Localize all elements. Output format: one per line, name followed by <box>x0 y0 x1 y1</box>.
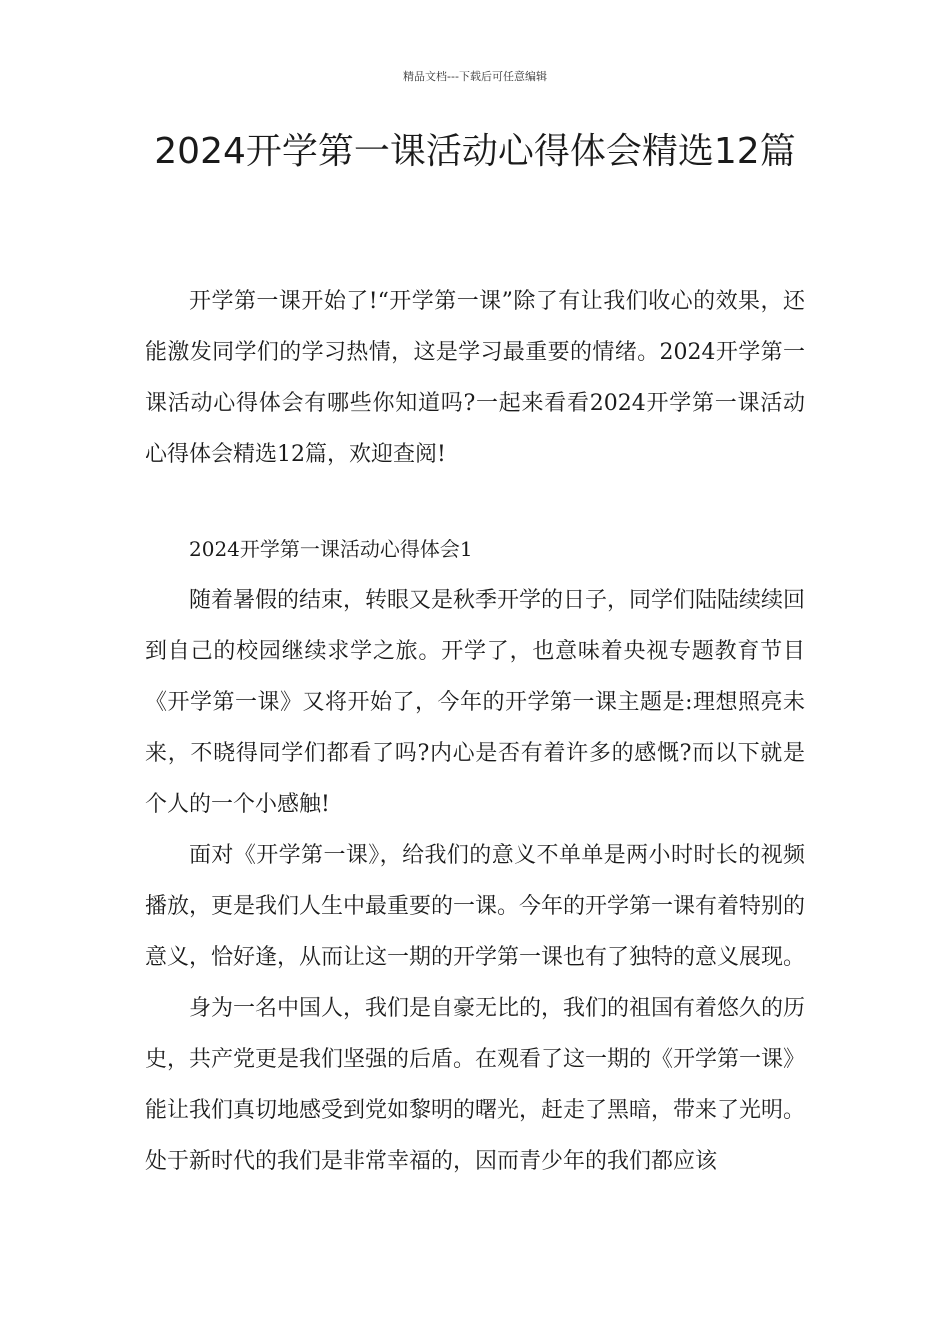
document-title: 2024开学第一课活动心得体会精选12篇 <box>154 131 796 172</box>
section-heading: 2024开学第一课活动心得体会1 <box>189 537 473 561</box>
intro-paragraph: 开学第一课开始了!“开学第一课”除了有让我们收心的效果，还能激发同学们的学习热情，这是学习最重要的情绪。2024开学第一课活动心得体会有哪些你知道吗?一起来看看2024开学第一课活动心得体会精选12篇，欢迎查阅! <box>145 289 805 467</box>
body-paragraph: 随着暑假的结束，转眼又是秋季开学的日子，同学们陆陆续续回到自己的校园继续求学之旅。开学了，也意味着央视专题教育节目《开学第一课》又将开始了，今年的开学第一课主题是:理想照亮未来，不晓得同学们都看了吗?内心是否有着许多的感慨?而以下就是个人的一个小感触! <box>145 588 806 817</box>
body-paragraph: 身为一名中国人，我们是自豪无比的，我们的祖国有着悠久的历史，共产党更是我们坚强的后盾。在观看了这一期的《开学第一课》能让我们真切地感受到党如黎明的曙光，赶走了黑暗，带来了光明。处于新时代的我们是非常幸福的，因而青少年的我们都应该 <box>145 996 806 1174</box>
header-note: 精品文档---下载后可任意编辑 <box>403 70 547 83</box>
body-paragraph: 面对《开学第一课》，给我们的意义不单单是两小时时长的视频播放，更是我们人生中最重要的一课。今年的开学第一课有着特别的意义，恰好逢，从而让这一期的开学第一课也有了独特的意义展现。 <box>145 843 806 970</box>
document-body <box>145 276 805 1187</box>
